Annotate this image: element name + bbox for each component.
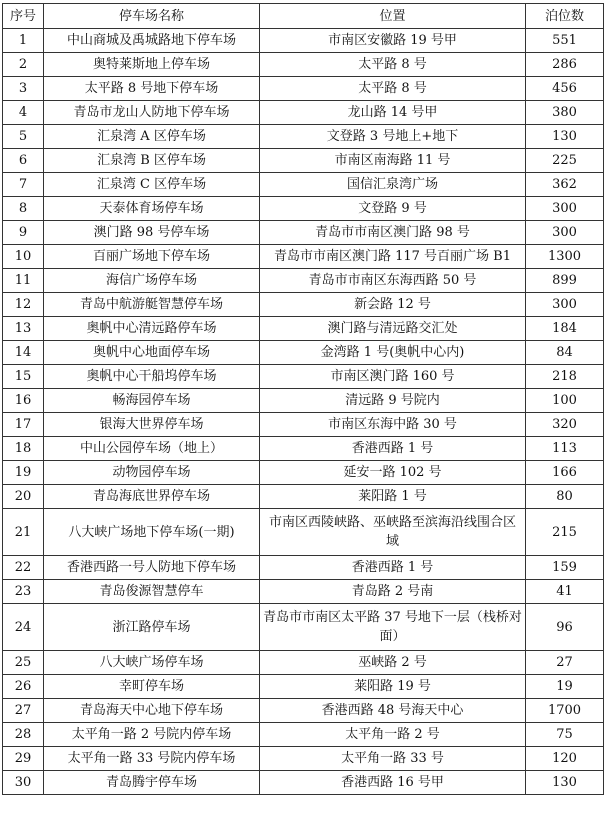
cell-index: 27	[3, 699, 44, 723]
header-index: 序号	[3, 4, 44, 29]
cell-name: 银海大世界停车场	[44, 413, 260, 437]
table-row	[3, 699, 604, 723]
cell-name: 海信广场停车场	[44, 269, 260, 293]
cell-location: 香港西路 1 号	[260, 437, 526, 461]
cell-index: 7	[3, 173, 44, 197]
cell-location: 青岛市市南区东海西路 50 号	[260, 269, 526, 293]
cell-location: 国信汇泉湾广场	[260, 173, 526, 197]
header-spots: 泊位数	[526, 4, 604, 29]
cell-location: 青岛路 2 号南	[260, 580, 526, 604]
cell-spots: 166	[526, 461, 604, 485]
cell-index: 23	[3, 580, 44, 604]
cell-location: 太平角一路 2 号	[260, 723, 526, 747]
table-row	[3, 341, 604, 365]
table-row	[3, 747, 604, 771]
header-location: 位置	[260, 4, 526, 29]
cell-index: 2	[3, 53, 44, 77]
cell-index: 20	[3, 485, 44, 509]
cell-index: 30	[3, 771, 44, 795]
cell-index: 11	[3, 269, 44, 293]
cell-spots: 1700	[526, 699, 604, 723]
table-row	[3, 125, 604, 149]
cell-spots: 96	[526, 604, 604, 651]
cell-location: 清远路 9 号院内	[260, 389, 526, 413]
cell-index: 8	[3, 197, 44, 221]
cell-location: 莱阳路 19 号	[260, 675, 526, 699]
cell-index: 4	[3, 101, 44, 125]
table-row	[3, 149, 604, 173]
cell-spots: 120	[526, 747, 604, 771]
table-row	[3, 556, 604, 580]
parking-lot-table	[2, 3, 604, 795]
cell-location: 澳门路与清远路交汇处	[260, 317, 526, 341]
cell-index: 15	[3, 365, 44, 389]
cell-spots: 19	[526, 675, 604, 699]
cell-spots: 75	[526, 723, 604, 747]
cell-index: 26	[3, 675, 44, 699]
table-row	[3, 604, 604, 651]
table-row	[3, 245, 604, 269]
cell-location: 市南区澳门路 160 号	[260, 365, 526, 389]
cell-location: 新会路 12 号	[260, 293, 526, 317]
table-row	[3, 651, 604, 675]
cell-location: 青岛市市南区澳门路 98 号	[260, 221, 526, 245]
cell-spots: 899	[526, 269, 604, 293]
cell-location: 巫峡路 2 号	[260, 651, 526, 675]
cell-spots: 130	[526, 771, 604, 795]
cell-location: 金湾路 1 号(奥帆中心内)	[260, 341, 526, 365]
cell-name: 太平角一路 33 号院内停车场	[44, 747, 260, 771]
cell-location: 市南区南海路 11 号	[260, 149, 526, 173]
cell-spots: 456	[526, 77, 604, 101]
cell-location: 香港西路 16 号甲	[260, 771, 526, 795]
cell-name: 青岛海底世界停车场	[44, 485, 260, 509]
cell-location: 龙山路 14 号甲	[260, 101, 526, 125]
cell-index: 29	[3, 747, 44, 771]
table-row	[3, 29, 604, 53]
cell-location: 香港西路 1 号	[260, 556, 526, 580]
cell-name: 汇泉湾 C 区停车场	[44, 173, 260, 197]
cell-location: 太平路 8 号	[260, 53, 526, 77]
cell-spots: 130	[526, 125, 604, 149]
table-row	[3, 101, 604, 125]
cell-spots: 159	[526, 556, 604, 580]
cell-name: 汇泉湾 A 区停车场	[44, 125, 260, 149]
cell-index: 21	[3, 509, 44, 556]
cell-index: 9	[3, 221, 44, 245]
cell-index: 18	[3, 437, 44, 461]
cell-location: 太平路 8 号	[260, 77, 526, 101]
header-name: 停车场名称	[44, 4, 260, 29]
cell-spots: 41	[526, 580, 604, 604]
table-row	[3, 293, 604, 317]
cell-spots: 218	[526, 365, 604, 389]
cell-name: 太平路 8 号地下停车场	[44, 77, 260, 101]
cell-name: 澳门路 98 号停车场	[44, 221, 260, 245]
cell-index: 12	[3, 293, 44, 317]
cell-index: 1	[3, 29, 44, 53]
cell-spots: 286	[526, 53, 604, 77]
cell-location: 市南区东海中路 30 号	[260, 413, 526, 437]
cell-location: 太平角一路 33 号	[260, 747, 526, 771]
table-row	[3, 365, 604, 389]
cell-location: 莱阳路 1 号	[260, 485, 526, 509]
cell-index: 28	[3, 723, 44, 747]
cell-spots: 362	[526, 173, 604, 197]
cell-location: 市南区西陵峡路、巫峡路至滨海沿线围合区域	[260, 509, 526, 556]
cell-location: 青岛市市南区太平路 37 号地下一层（栈桥对面）	[260, 604, 526, 651]
cell-spots: 380	[526, 101, 604, 125]
cell-name: 中山公园停车场（地上）	[44, 437, 260, 461]
cell-index: 5	[3, 125, 44, 149]
cell-name: 中山商城及禹城路地下停车场	[44, 29, 260, 53]
cell-name: 奥特莱斯地上停车场	[44, 53, 260, 77]
cell-spots: 27	[526, 651, 604, 675]
table-row	[3, 485, 604, 509]
cell-spots: 320	[526, 413, 604, 437]
table-row	[3, 461, 604, 485]
cell-location: 文登路 3 号地上+地下	[260, 125, 526, 149]
table-row	[3, 509, 604, 556]
table-row	[3, 53, 604, 77]
table-row	[3, 771, 604, 795]
cell-index: 13	[3, 317, 44, 341]
table-row	[3, 580, 604, 604]
table-row	[3, 197, 604, 221]
cell-name: 青岛中航游艇智慧停车场	[44, 293, 260, 317]
cell-index: 3	[3, 77, 44, 101]
cell-index: 22	[3, 556, 44, 580]
cell-name: 八大峡广场地下停车场(一期)	[44, 509, 260, 556]
cell-spots: 300	[526, 197, 604, 221]
cell-index: 14	[3, 341, 44, 365]
cell-location: 青岛市市南区澳门路 117 号百丽广场 B1	[260, 245, 526, 269]
cell-name: 八大峡广场停车场	[44, 651, 260, 675]
cell-name: 奥帆中心清远路停车场	[44, 317, 260, 341]
table-header-row	[3, 4, 604, 29]
table-row	[3, 221, 604, 245]
table-row	[3, 675, 604, 699]
cell-name: 幸町停车场	[44, 675, 260, 699]
cell-spots: 551	[526, 29, 604, 53]
cell-index: 10	[3, 245, 44, 269]
cell-name: 汇泉湾 B 区停车场	[44, 149, 260, 173]
table-row	[3, 723, 604, 747]
cell-index: 17	[3, 413, 44, 437]
table-row	[3, 77, 604, 101]
table-row	[3, 437, 604, 461]
cell-index: 6	[3, 149, 44, 173]
cell-name: 青岛腾宇停车场	[44, 771, 260, 795]
cell-spots: 100	[526, 389, 604, 413]
cell-name: 青岛市龙山人防地下停车场	[44, 101, 260, 125]
cell-name: 太平角一路 2 号院内停车场	[44, 723, 260, 747]
cell-name: 动物园停车场	[44, 461, 260, 485]
table-row	[3, 413, 604, 437]
cell-location: 香港西路 48 号海天中心	[260, 699, 526, 723]
cell-name: 奥帆中心地面停车场	[44, 341, 260, 365]
cell-name: 青岛海天中心地下停车场	[44, 699, 260, 723]
table-row	[3, 269, 604, 293]
cell-index: 19	[3, 461, 44, 485]
cell-spots: 1300	[526, 245, 604, 269]
cell-spots: 113	[526, 437, 604, 461]
cell-spots: 225	[526, 149, 604, 173]
table-row	[3, 317, 604, 341]
cell-index: 25	[3, 651, 44, 675]
cell-location: 文登路 9 号	[260, 197, 526, 221]
cell-spots: 84	[526, 341, 604, 365]
cell-spots: 80	[526, 485, 604, 509]
cell-name: 百丽广场地下停车场	[44, 245, 260, 269]
cell-name: 浙江路停车场	[44, 604, 260, 651]
cell-index: 24	[3, 604, 44, 651]
cell-name: 畅海园停车场	[44, 389, 260, 413]
cell-spots: 215	[526, 509, 604, 556]
cell-location: 延安一路 102 号	[260, 461, 526, 485]
cell-spots: 300	[526, 221, 604, 245]
cell-index: 16	[3, 389, 44, 413]
cell-name: 香港西路一号人防地下停车场	[44, 556, 260, 580]
table-row	[3, 173, 604, 197]
cell-name: 青岛俊源智慧停车	[44, 580, 260, 604]
cell-name: 奥帆中心干船坞停车场	[44, 365, 260, 389]
cell-name: 天泰体育场停车场	[44, 197, 260, 221]
cell-spots: 300	[526, 293, 604, 317]
table-row	[3, 389, 604, 413]
cell-spots: 184	[526, 317, 604, 341]
cell-location: 市南区安徽路 19 号甲	[260, 29, 526, 53]
